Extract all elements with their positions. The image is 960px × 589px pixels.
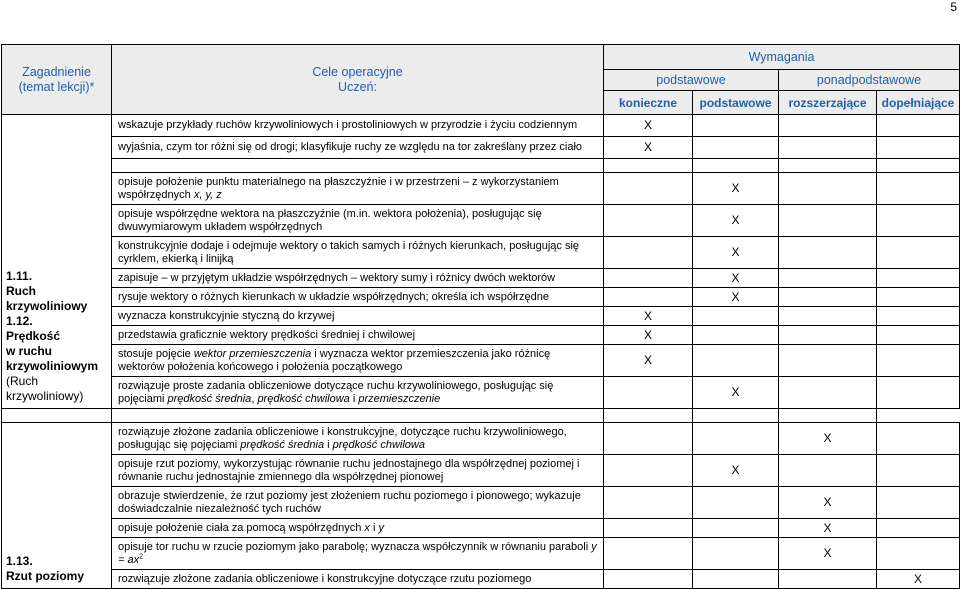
table-row [2,205,960,237]
mark-podstawowe: X [693,377,779,409]
goal-text: wyjaśnia, czym tor różni się od drogi; klasyfikuje ruchy ze względu na tor zakreślany przez ciało [112,137,604,159]
goal-text: zapisuje – w przyjętym układzie współrzędnych – wektory sumy i różnicy dwóch wektorów [112,269,604,288]
mark-podstawowe: X [693,237,779,269]
level-rozszerzajace: rozszerzające [779,91,877,115]
mark-rozszerzajace: X [779,538,877,570]
topic-cell-2: 1.13. Rzut poziomy [2,423,112,589]
goal-text: opisuje tor ruchu w rzucie poziomym jako parabolę; wyznacza współczynnik w równaniu paraboli $y = ax^2$ [112,538,604,570]
table-row [2,519,960,538]
goal-text: opisuje położenie ciała za pomocą współrzędnych x i y [112,519,604,538]
spacer-row [2,409,960,423]
goal-text: rysuje wektory o różnych kierunkach w układzie współrzędnych; określa ich współrzędne [112,288,604,307]
table-row [2,307,960,326]
level-dopelniajace: dopełniające [877,91,960,115]
mark-dopelniajace: X [877,570,960,589]
goal-text: przedstawia graficznie wektory prędkości średniej i chwilowej [112,326,604,345]
topic-header: Zagadnienie (temat lekcji)* [2,45,112,115]
table-row [2,137,960,159]
goal-text: opisuje położenie punktu materialnego na płaszczyźnie i w przestrzeni – z wykorzystaniem współrzędnych x, y, z [112,173,604,205]
mark-rozszerzajace: X [779,423,877,455]
goal-text: konstrukcyjnie dodaje i odejmuje wektory o takich samych i różnych kierunkach, posługując się cyrklem, ekierką i linijką [112,237,604,269]
goal-text: wyznacza konstrukcyjnie styczną do krzywej [112,307,604,326]
basic-group-header: podstawowe [604,70,779,91]
mark-rozszerzajace: X [779,519,877,538]
table-row [2,288,960,307]
mark-konieczne: X [604,345,693,377]
page-number: 5 [950,0,957,14]
table-row [2,115,960,137]
requirements-table [1,44,960,589]
table-row [2,269,960,288]
mark-podstawowe: X [693,173,779,205]
mark-konieczne: X [604,307,693,326]
mark-rozszerzajace: X [779,487,877,519]
mark-konieczne: X [604,137,693,159]
topic-cell-1: 1.11. Ruch krzywoliniowy 1.12. Prędkość w ruchu krzywoliniowym (Ruch krzywoliniowy) [2,115,112,409]
extended-group-header: ponadpodstawowe [779,70,960,91]
spacer-row [2,159,960,173]
goal-text: obrazuje stwierdzenie, że rzut poziomy jest złożeniem ruchu poziomego i pionowego; wykazuje doświadczalnie niezależność tych ruchów [112,487,604,519]
table-row [2,173,960,205]
goal-text: rozwiązuje proste zadania obliczeniowe dotyczące ruchu krzywoliniowego, posługując się pojęciami prędkość średnia, prędkość chwilowa i przemieszczenie [112,377,604,409]
table-row [2,377,960,409]
table-row [2,423,960,455]
table-row [2,326,960,345]
table-row [2,455,960,487]
level-konieczne: konieczne [604,91,693,115]
level-podstawowe: podstawowe [693,91,779,115]
mark-konieczne: X [604,326,693,345]
table-row [2,345,960,377]
goal-text: opisuje rzut poziomy, wykorzystując równanie ruchu jednostajnego dla współrzędnej poziomej i równanie ruchu jednostajnie zmiennego dla współrzędnej pionowej [112,455,604,487]
mark-konieczne: X [604,115,693,137]
goals-header: Cele operacyjne Uczeń: [112,45,604,115]
mark-podstawowe: X [693,455,779,487]
goal-text: wskazuje przykłady ruchów krzywoliniowych i prostoliniowych w przyrodzie i życiu codziennym [112,115,604,137]
goal-text: stosuje pojęcie wektor przemieszczenia i wyznacza wektor przemieszczenia jako różnicę wektorów położenia końcowego i położenia początkowego [112,345,604,377]
mark-podstawowe: X [693,288,779,307]
table-row [2,538,960,570]
mark-podstawowe: X [693,205,779,237]
requirements-header: Wymagania [604,45,960,70]
mark-podstawowe: X [693,269,779,288]
table-row [2,487,960,519]
header-row-1 [2,45,960,70]
table-row [2,570,960,589]
goal-text: rozwiązuje złożone zadania obliczeniowe i konstrukcyjne, dotyczące ruchu krzywoliniowego, posługując się pojęciami prędkość średnia i prędkość chwilowa [112,423,604,455]
goal-text: opisuje współrzędne wektora na płaszczyźnie (m.in. wektora położenia), posługując się dwuwymiarowym układem współrzędnych [112,205,604,237]
goal-text: rozwiązuje złożone zadania obliczeniowe i konstrukcyjne dotyczące rzutu poziomego [112,570,604,589]
table-row [2,237,960,269]
